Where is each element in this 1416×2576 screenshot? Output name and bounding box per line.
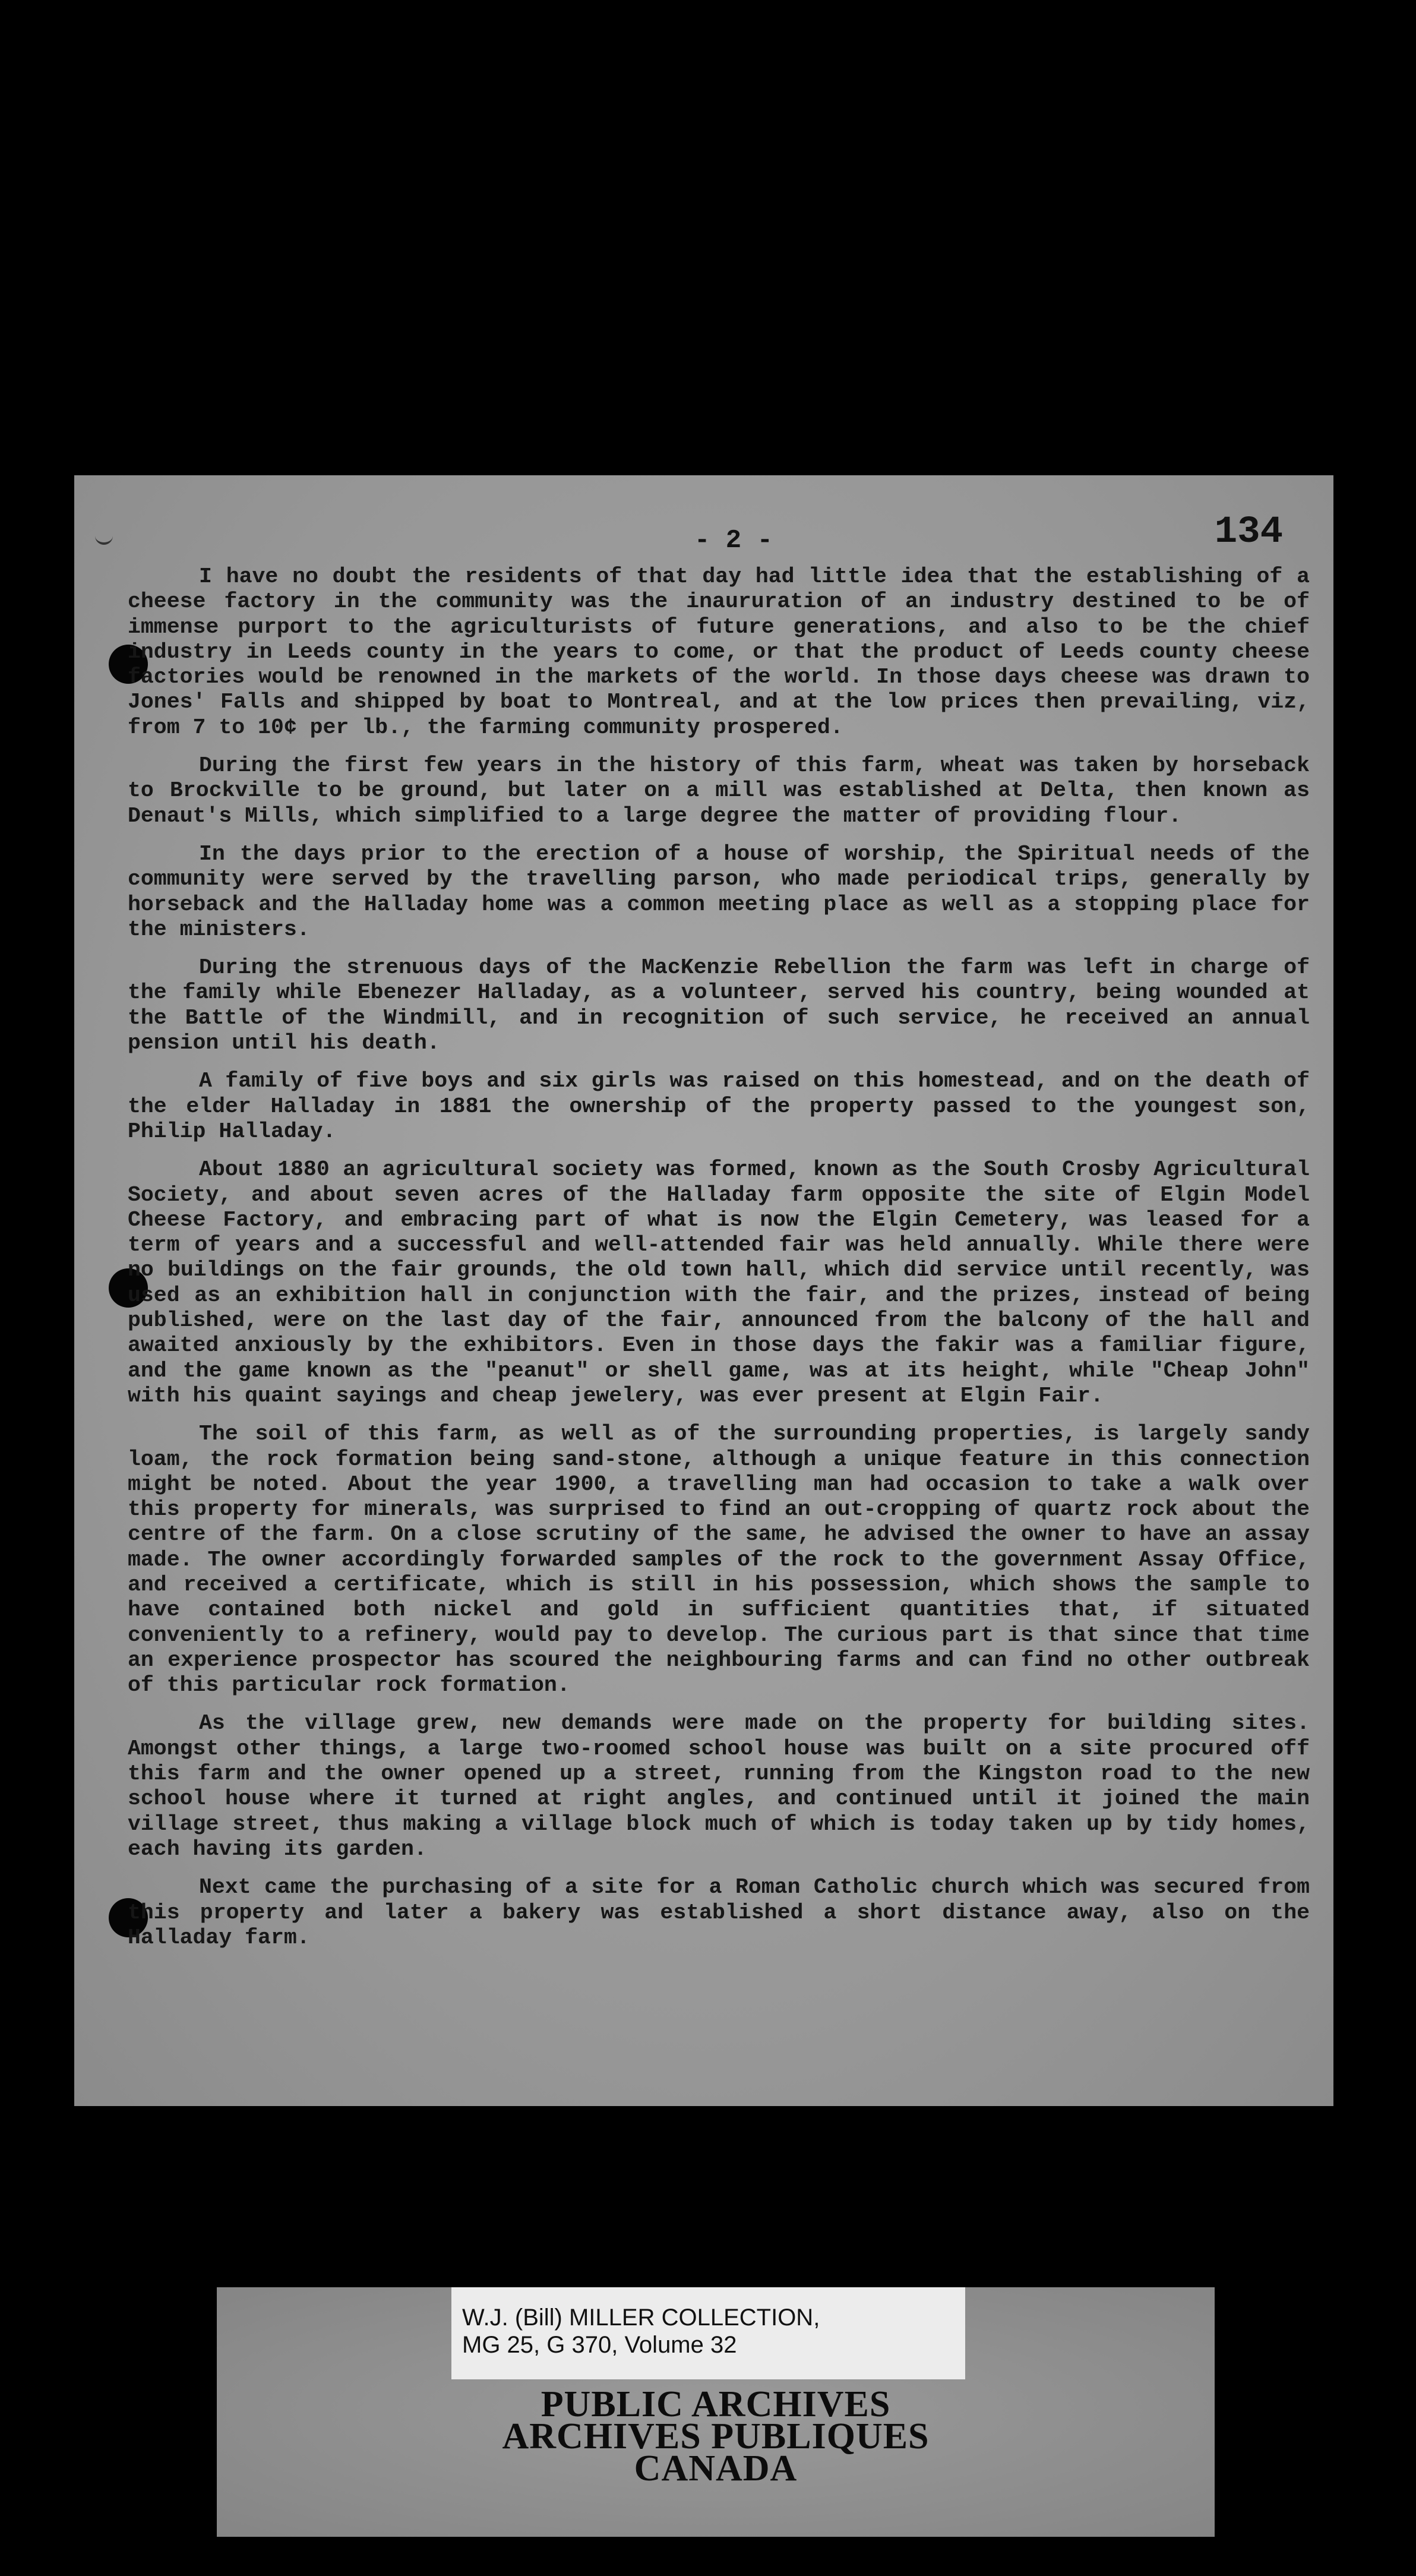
body-text [128,564,1310,1963]
paragraph: Next came the purchasing of a site for a Roman Catholic church which was secured from this property and later a bakery was established a short distance away, also on the Halladay farm. [128,1875,1310,1950]
archives-french: ARCHIVES PUBLIQUES [502,2416,930,2457]
corner-mark [95,532,113,545]
paragraph: During the first few years in the history of this farm, wheat was taken by horseback to Brockville to be ground, but later on a mill was established at Delta, then known as Denaut's Mills, which simplified to a large degree the matter of providing flour. [128,753,1310,828]
page-number: - 2 - [694,526,773,555]
paragraph: During the strenuous days of the MacKenzie Rebellion the farm was left in charge of the family while Ebenezer Halladay, as a volunteer, served his country, being wounded at the Battle of the Windmill, and in recognition of such service, he received an annual pension until his death. [128,955,1310,1056]
paragraph: In the days prior to the erection of a house of worship, the Spiritual needs of the community were served by the travelling parson, who made periodical trips, generally by horseback and the Halladay home was a common meeting place as well as a stopping place for the ministers. [128,841,1310,942]
archives-english: PUBLIC ARCHIVES [541,2384,891,2425]
paragraph: As the village grew, new demands were made on the property for building sites. Amongst other things, a large two-roomed school house was built on a site procured off this farm and the owner opened up a street, running from the Kingston road to the new school house where it turned at right angles, and continued until it joined the main village street, thus making a village block much of which is today taken up by tidy homes, each having its garden. [128,1711,1310,1861]
archives-stamp [217,2384,1215,2489]
folio-number: 134 [1214,511,1283,554]
collection-label [451,2287,965,2379]
document-page [74,475,1333,2106]
paragraph: I have no doubt the residents of that day had little idea that the establishing of a cheese factory in the community was the inaururation of an industry destined to be of immense purport to the agriculturists of future generations, and also to be the chief industry in Leeds county in the years to come, or that the product of Leeds county cheese factories would be renowned in the markets of the world. In those days cheese was drawn to Jones' Falls and shipped by boat to Montreal, and at the low prices then prevailing, viz, from 7 to 10¢ per lb., the farming community prospered. [128,564,1310,740]
paragraph: The soil of this farm, as well as of the surrounding properties, is largely sandy loam, the rock formation being sand-stone, although a unique feature in this connection might be noted. About the year 1900, a travelling man had occasion to take a walk over this property for minerals, was surprised to find an out-cropping of quartz rock about the centre of the farm. On a close scrutiny of the same, he advised the owner to have an assay made. The owner accordingly forwarded samples of the rock to the government Assay Office, and received a certificate, which is still in his possession, which shows the sample to have contained both nickel and gold in sufficient quantities that, if situated conveniently to a refinery, would pay to develop. The curious part is that since that time an experience prospector has scoured the neighbouring farms and can find no other outbreak of this particular rock formation. [128,1422,1310,1698]
paragraph: A family of five boys and six girls was raised on this homestead, and on the death of the elder Halladay in 1881 the ownership of the property passed to the youngest son, Philip Halladay. [128,1069,1310,1144]
archives-footer [217,2287,1215,2537]
collection-name: W.J. (Bill) MILLER COLLECTION, [462,2304,820,2331]
archives-country: CANADA [634,2448,798,2489]
collection-reference: MG 25, G 370, Volume 32 [462,2332,737,2358]
paragraph: About 1880 an agricultural society was formed, known as the South Crosby Agricultural Society, and about seven acres of the Halladay farm opposite the site of Elgin Model Cheese Factory, and embracing part of what is now the Elgin Cemetery, was leased for a term of years and a successful and well-attended fair was held annually. While there were no buildings on the fair grounds, the old town hall, which did service until recently, was used as an exhibition hall in conjunction with the fair, and the prizes, instead of being published, were on the last day of the fair, announced from the balcony of the hall and awaited anxiously by the exhibitors. Even in those days the fakir was a familiar figure, and the game known as the "peanut" or shell game, was at its height, while "Cheap John" with his quaint sayings and cheap jewelery, was ever present at Elgin Fair. [128,1157,1310,1408]
